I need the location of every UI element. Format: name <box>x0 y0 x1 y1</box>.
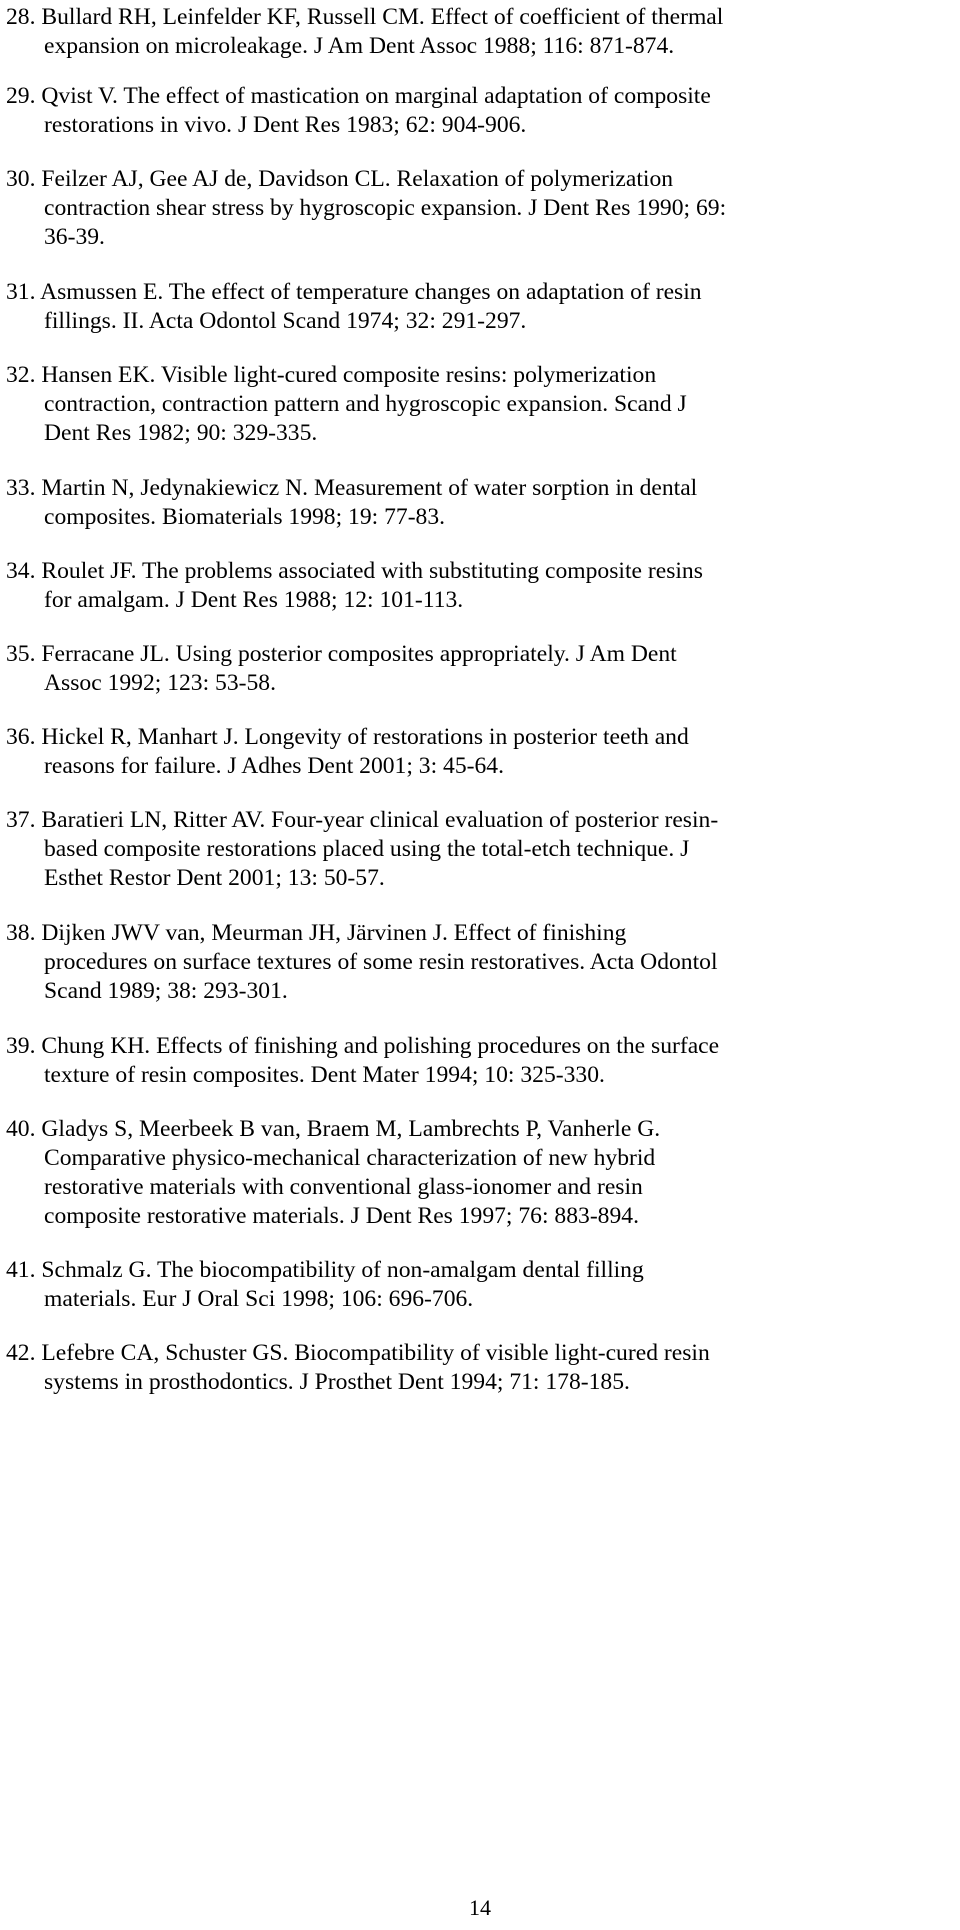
reference-line: systems in prosthodontics. J Prosthet Dent 1994; 71: 178-185. <box>44 1369 630 1395</box>
reference-line: 36-39. <box>44 224 105 250</box>
reference-item <box>6 1256 950 1314</box>
reference-line: 37. Baratieri LN, Ritter AV. Four-year clinical evaluation of posterior resin- <box>6 807 719 833</box>
reference-item <box>6 3 950 61</box>
reference-line: 34. Roulet JF. The problems associated with substituting composite resins <box>6 558 703 584</box>
reference-line: materials. Eur J Oral Sci 1998; 106: 696-706. <box>44 1286 474 1312</box>
reference-line: 31. Asmussen E. The effect of temperature changes on adaptation of resin <box>6 279 702 305</box>
reference-line: Esthet Restor Dent 2001; 13: 50-57. <box>44 865 385 891</box>
reference-line: 36. Hickel R, Manhart J. Longevity of restorations in posterior teeth and <box>6 724 689 750</box>
reference-line: 28. Bullard RH, Leinfelder KF, Russell CM. Effect of coefficient of thermal <box>6 4 724 30</box>
reference-item <box>6 806 950 893</box>
reference-line: 32. Hansen EK. Visible light-cured composite resins: polymerization <box>6 362 657 388</box>
reference-line: Scand 1989; 38: 293-301. <box>44 978 288 1004</box>
reference-line: 39. Chung KH. Effects of finishing and polishing procedures on the surface <box>6 1033 720 1059</box>
reference-line: reasons for failure. J Adhes Dent 2001; 3: 45-64. <box>44 753 504 779</box>
reference-line: 35. Ferracane JL. Using posterior composites appropriately. J Am Dent <box>6 641 677 667</box>
reference-item <box>6 1115 950 1231</box>
reference-item <box>6 557 950 615</box>
reference-line: 41. Schmalz G. The biocompatibility of non-amalgam dental filling <box>6 1257 644 1283</box>
reference-line: Dent Res 1982; 90: 329-335. <box>44 420 318 446</box>
reference-item <box>6 165 950 252</box>
reference-line: contraction shear stress by hygroscopic expansion. J Dent Res 1990; 69: <box>44 195 727 221</box>
reference-item <box>6 474 950 532</box>
reference-item <box>6 723 950 781</box>
reference-item <box>6 1339 950 1397</box>
reference-line: 42. Lefebre CA, Schuster GS. Biocompatibility of visible light-cured resin <box>6 1340 710 1366</box>
reference-item <box>6 278 950 336</box>
reference-line: expansion on microleakage. J Am Dent Assoc 1988; 116: 871-874. <box>44 33 675 59</box>
reference-line: texture of resin composites. Dent Mater 1994; 10: 325-330. <box>44 1062 605 1088</box>
reference-line: Assoc 1992; 123: 53-58. <box>44 670 276 696</box>
reference-line: composite restorative materials. J Dent Res 1997; 76: 883-894. <box>44 1203 639 1229</box>
reference-line: 33. Martin N, Jedynakiewicz N. Measurement of water sorption in dental <box>6 475 698 501</box>
reference-line: 40. Gladys S, Meerbeek B van, Braem M, Lambrechts P, Vanherle G. <box>6 1116 661 1142</box>
reference-line: contraction, contraction pattern and hygroscopic expansion. Scand J <box>44 391 687 417</box>
reference-line: based composite restorations placed using the total-etch technique. J <box>44 836 690 862</box>
reference-line: 29. Qvist V. The effect of mastication on marginal adaptation of composite <box>6 83 711 109</box>
reference-line: Comparative physico-mechanical characterization of new hybrid <box>44 1145 656 1171</box>
reference-line: 38. Dijken JWV van, Meurman JH, Järvinen J. Effect of finishing <box>6 920 627 946</box>
reference-item <box>6 361 950 448</box>
reference-item <box>6 82 950 140</box>
reference-line: for amalgam. J Dent Res 1988; 12: 101-113. <box>44 587 464 613</box>
reference-item <box>6 640 950 698</box>
reference-line: 30. Feilzer AJ, Gee AJ de, Davidson CL. Relaxation of polymerization <box>6 166 674 192</box>
reference-line: fillings. II. Acta Odontol Scand 1974; 32: 291-297. <box>44 308 527 334</box>
page-number: 14 <box>469 1895 491 1920</box>
reference-item <box>6 1032 950 1090</box>
reference-line: restorations in vivo. J Dent Res 1983; 62: 904-906. <box>44 112 527 138</box>
reference-item <box>6 919 950 1006</box>
reference-line: restorative materials with conventional glass-ionomer and resin <box>44 1174 643 1200</box>
reference-line: procedures on surface textures of some resin restoratives. Acta Odontol <box>44 949 718 975</box>
reference-line: composites. Biomaterials 1998; 19: 77-83. <box>44 504 446 530</box>
